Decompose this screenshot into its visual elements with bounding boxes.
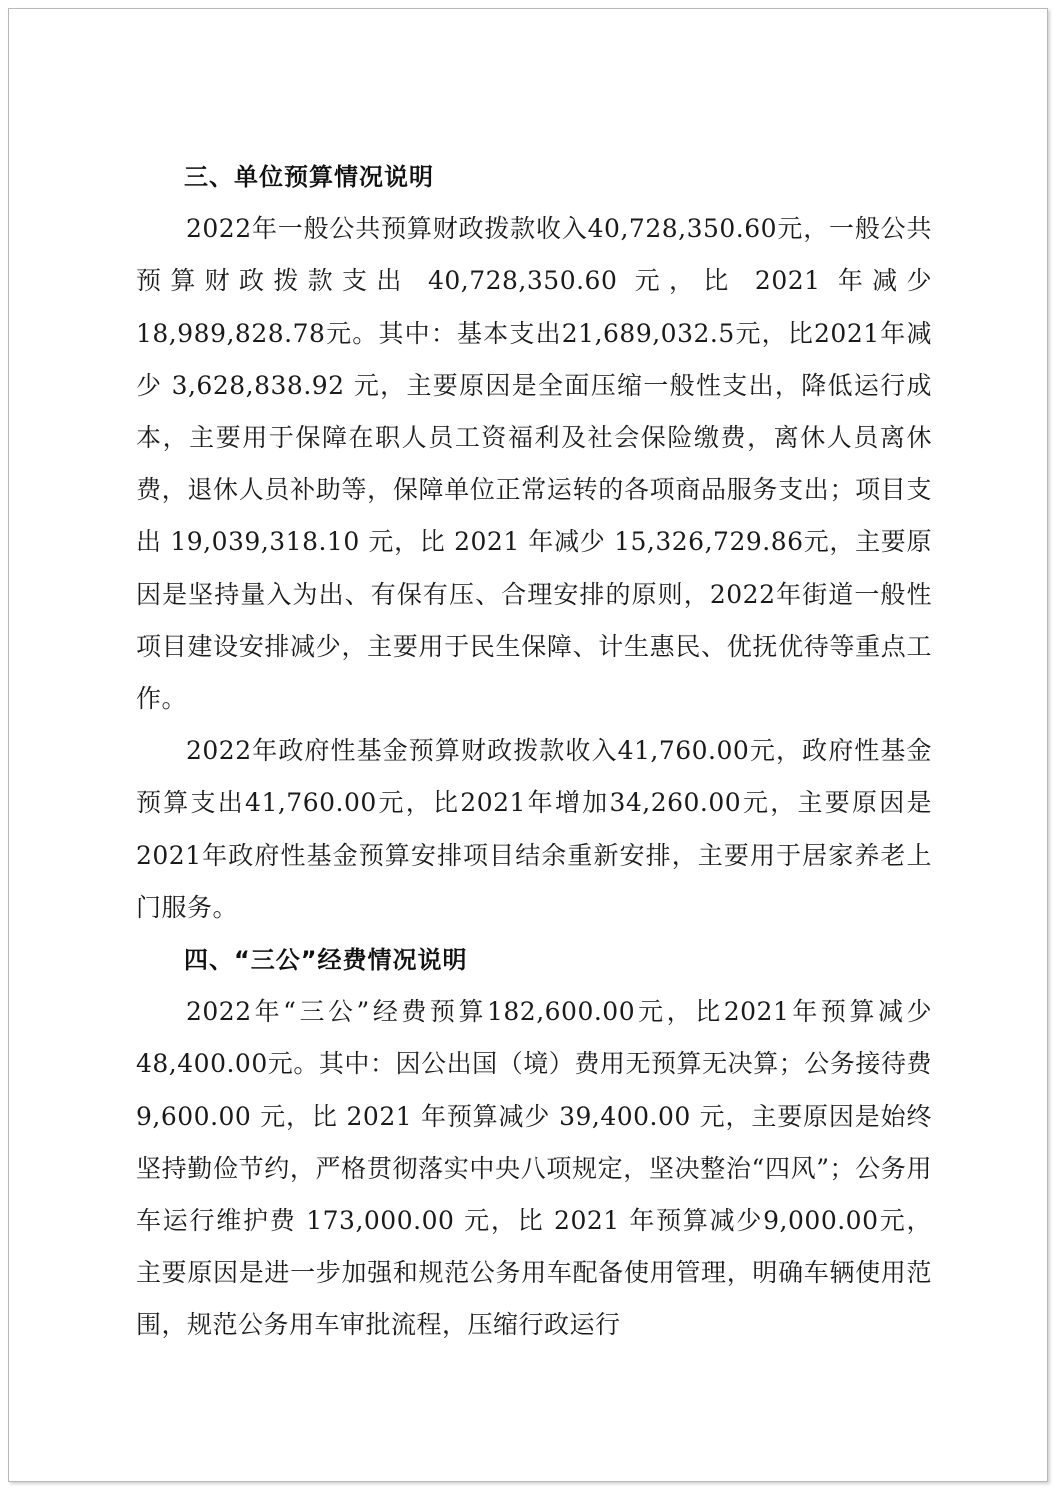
document-page — [8, 8, 1048, 1482]
section-3-paragraph-1: 2022年一般公共预算财政拨款收入40,728,350.60元，一般公共预算财政拨款支出 40,728,350.60 元，比 2021 年减少18,989,828.78元。其中：基本支出21,689,032.5元，比2021年减少 3,628,838.92 元，主要原因是全面压缩一般性支出，降低运行成本，主要用于保障在职人员工资福利及社会保险缴费，离休人员离休费，退休人员补助等，保障单位正常运转的各项商品服务支出；项目支出 19,039,318.10 元，比 2021 年减少 15,326,729.86元，主要原因是坚持量入为出、有保有压、合理安排的原则，2022年街道一般性项目建设安排减少，主要用于民生保障、计生惠民、优抚优待等重点工作。 — [136, 214, 932, 714]
document-body — [136, 151, 932, 1352]
section-4-paragraph-1: 2022年“三公”经费预算182,600.00元，比2021年预算减少48,400.00元。其中：因公出国（境）费用无预算无决算；公务接待费 9,600.00 元，比 2021 年预算减少 39,400.00 元，主要原因是始终坚持勤俭节约，严格贯彻落实中央八项规定，坚决整治“四风”；公务用车运行维护费 173,000.00 元，比 2021 年预算减少9,000.00元，主要原因是进一步加强和规范公务用车配备使用管理，明确车辆使用范围，规范公务用车审批流程，压缩行政运行 — [136, 997, 932, 1340]
section-4-heading: 四、“三公”经费情况说明 — [184, 946, 468, 975]
section-3-heading: 三、单位预算情况说明 — [184, 163, 434, 191]
section-3-paragraph-2: 2022年政府性基金预算财政拨款收入41,760.00元，政府性基金预算支出41,760.00元，比2021年增加34,260.00元，主要原因是2021年政府性基金预算安排项目结余重新安排，主要用于居家养老上门服务。 — [136, 736, 932, 922]
